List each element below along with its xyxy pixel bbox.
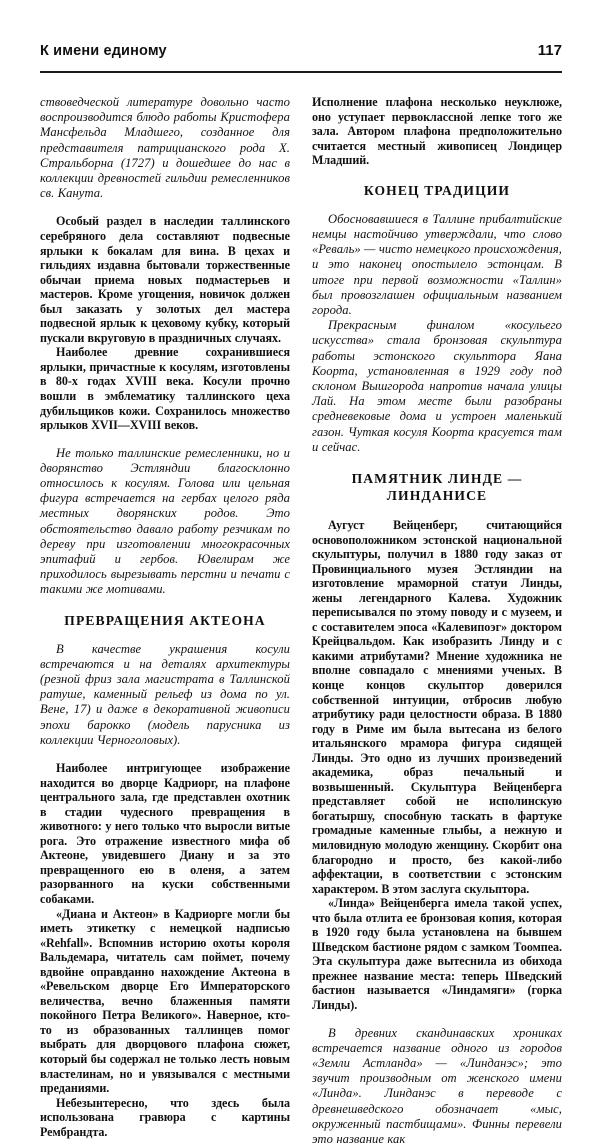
section-heading-line-1: ПАМЯТНИК ЛИНДЕ — — [351, 470, 523, 486]
paragraph: «Диана и Актеон» в Кадриорге могли бы иметь этикетку с немецкой надписью «Rehfall». Вспомнив историю охоты короля Вальдемара, читатель сам поймет, почему вдвойне оправданно нахождение Актеона в «Ревельском дворце Его Императорского величества, вечно блаженныя памяти покойного Петра Великого». Наверное, кто-то из образованных таллинцев помог выбрать для дворцового плафона сюжет, который бы содержал не только лесть новым властелинам, но и увязывался с местными преданиями. — [40, 906, 290, 1096]
paragraph: Обосновавшиеся в Таллине прибалтийские немцы настойчиво утверждали, что слово «Реваль» — чисто немецкого происхождения, и это наконец опостылело эстонцам. В итоге при первой возможности «Таллин» был провозглашен официальным названием города. — [312, 211, 562, 317]
running-head-title: К имени единому — [40, 43, 167, 59]
paragraph: Аугуст Вейценберг, считающийся основоположником эстонской национальной скульптуры, получил в 1880 году заказ от Провинциального музея Эстляндии на изготовление мраморной статуи Линды, жены легендарного Калева. Художник переписывался по этому поводу и с музеем, и с составителем эпоса «Калевипоэг» доктором Крейцвальдом. Как изобразить Линду и с какими атрибутами? Мнение художника не вполне совпадало с мнениями ученых. В конце концов скульптор доверился собственной интуиции, отбросив любую атрибутику ради целостности образа. В 1880 году в Риме им была вытесана из белого итальянского мрамора фигура сидящей Линды. Это одно из лучших произведений академика, образ печальный и возвышенный. Скульптура Вейценберга представляет собой не исполинскую богатыршу, способную таскать в фартуке громадные каменные глыбы, а нежную и миловидную молодую женщину. Скорбит она благородно и просто, без какой-либо аффектации, в соответствии с эстонским характером. В этом заслуга скульптора. — [312, 517, 562, 896]
paragraph: Наиболее древние сохранившиеся ярлыки, причастные к косулям, изготовлены в 80-х годах XVIII века. Косули прочно вошли в эмблематику таллинского цеха дубильщиков кожи. Сохранилось множество ярлыков XVII—XVIII веков. — [40, 345, 290, 433]
paragraph: Исполнение плафона несколько неуклюже, оно уступает первоклассной лепке того же зала. Автором плафона предположительно считается местный живописец Лондицер Младший. — [312, 95, 562, 168]
running-head — [40, 42, 562, 73]
section-heading: КОНЕЦ ТРАДИЦИИ — [363, 182, 511, 198]
paragraph-spacer — [40, 433, 290, 446]
section-heading-line-2: ЛИНДАНИСЕ — [386, 487, 488, 503]
paragraph: Прекрасным финалом «косульего искусства» стала бронзовая скульптура работы эстонского скульптора Яана Коорта, установленная в 1929 году под склоном Вышгорода напротив начала улицы Лай. На этом месте были разобраны средневековые дома и устроен маленький газон. Чуткая косуля Коорта красуется там и сейчас. — [312, 318, 562, 454]
column-right — [312, 95, 562, 1147]
paragraph-spacer — [40, 201, 290, 214]
paragraph: ствоведческой литературе довольно часто воспроизводится блюдо работы Кристофера Мансфельда Младшего, созданное для представителя патрицианского рода Х. Стральборна (1727) и дошедшее до нас в коллекции древностей гильдии ремесленников св. Канута. — [40, 95, 290, 201]
column-left — [40, 95, 290, 1139]
paragraph: Небезынтересно, что здесь была использована гравюра с картины Рембрандта. — [40, 1095, 290, 1139]
body-columns — [40, 95, 562, 1147]
paragraph: «Линда» Вейценберга имела такой успех, что была отлита ее бронзовая копия, которая в 1920 году была установлена на бывшем Шведском бастионе рядом с замком Тоомпеа. Эта скульптура даже вытеснила из обихода прежнее название места: теперь Шведский бастион называется «Линдамяги» (горка Линды). — [312, 896, 562, 1013]
paragraph-spacer — [312, 1013, 562, 1026]
paragraph: Не только таллинские ремесленники, но и дворянство Эстляндии благосклонно относилось к косулям. Голова или цельная фигура встречается на гербах целого ряда местных дворянских родов. Это обстоятельство давало работу резчикам по дереву при изготовлении многокрасочных эпитафий и гербов. Ювелирам же приходилось вырезывать перстни и печати с такими же мотивами. — [40, 445, 290, 597]
paragraph: В древних скандинавских хрониках встречается название одного из городов «Земли Астланда» — «Линданэс»; это звучит производным от женского имени «Линда». Линданэс в переводе с древнешведского обозначает «мыс, окруженный пастбищами». Финны перевели это название как — [312, 1025, 562, 1146]
section-heading-block — [40, 598, 290, 642]
section-heading-block — [312, 168, 562, 212]
page-number: 117 — [537, 42, 562, 59]
paragraph: Особый раздел в наследии таллинского серебряного дела составляют подвесные ярлыки к бокалам для вина. В цехах и гильдиях издавна бытовали торжественные обычаи приема новых подмастерьев и мастеров. Кроме угощения, новичок должен был заказать у золотых дел мастера подвесной ярлык к цеховому кубку, который пускали вкруговую в праздничных случаях. — [40, 214, 290, 345]
section-heading-block — [312, 455, 562, 518]
paragraph: Наиболее интригующее изображение находится во дворце Кадриорг, на плафоне центрального зала, где представлен охотник в стадии чудесного превращения в животного: у него только что выросли витые рога. Это отражение известного мифа об Актеоне, увидевшего Диану и за это превращенного ею в оленя, а затем разорванного на куски собственными собаками. — [40, 761, 290, 906]
paragraph-spacer — [40, 748, 290, 761]
paragraph: В качестве украшения косули встречаются и на деталях архитектуры (резной фриз зала магистрата в Таллинской ратуше, каменный рельеф из дома по ул. Вене, 17) и даже в декоративной живописи эпохи барокко (модель парусника из коллекции Черноголовых). — [40, 641, 290, 747]
section-heading: ПРЕВРАЩЕНИЯ АКТЕОНА — [64, 612, 266, 628]
